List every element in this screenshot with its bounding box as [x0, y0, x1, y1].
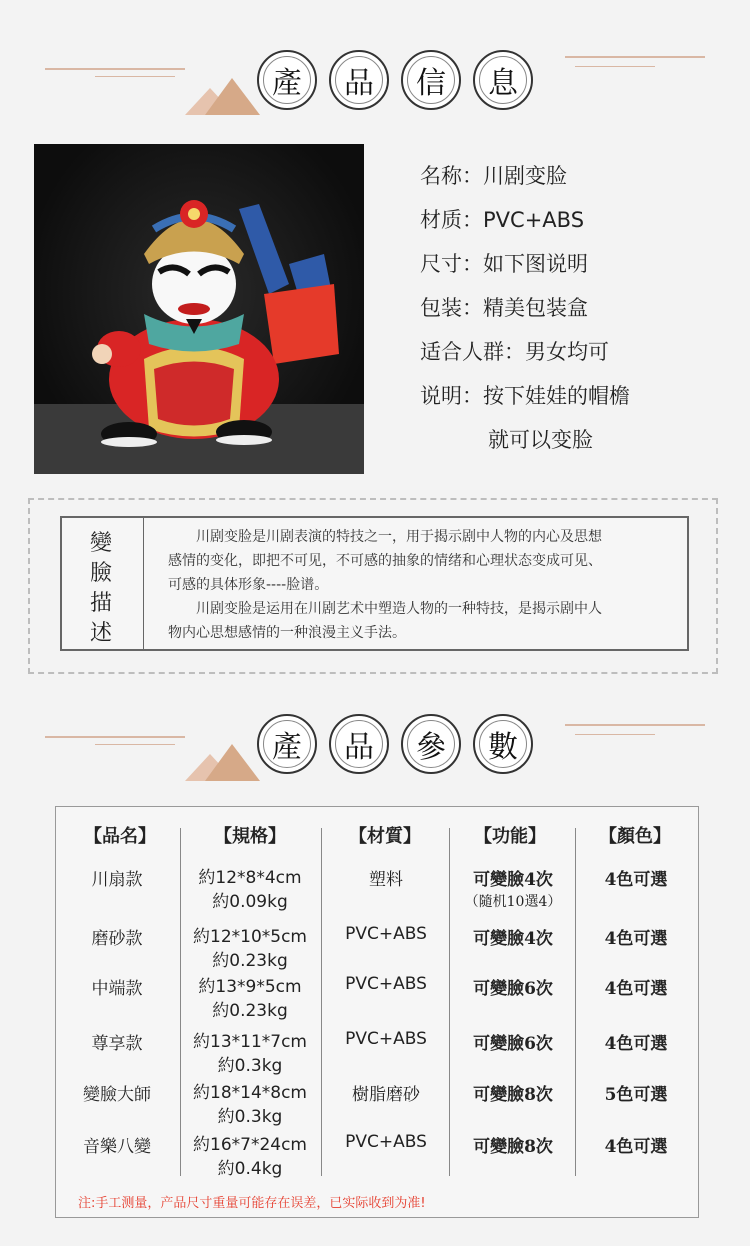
row-function: 可變臉8次	[473, 1137, 553, 1157]
section-header-product-params	[0, 696, 750, 816]
row-function: 可變臉4次	[473, 870, 553, 890]
row-name: 川扇款	[91, 870, 143, 890]
header-function: 【功能】	[474, 826, 546, 847]
row-name: 磨砂款	[91, 929, 143, 949]
deco-line	[45, 68, 185, 70]
info-size: 尺寸：如下图说明	[420, 252, 588, 276]
product-photo	[34, 144, 364, 474]
row-material: PVC+ABS	[345, 1029, 427, 1049]
title-char: 述	[90, 621, 113, 646]
row-function: 可變臉4次	[473, 929, 553, 949]
deco-line	[565, 724, 705, 726]
row-function: 可變臉6次	[473, 979, 553, 999]
info-instruction: 说明：按下娃娃的帽檐	[420, 384, 630, 408]
row-function: 可變臉6次	[473, 1034, 553, 1054]
title-char: 描	[90, 591, 113, 616]
opera-doll-image	[34, 144, 364, 474]
row-color: 4色可選	[604, 929, 668, 949]
row-name: 音樂八變	[83, 1137, 151, 1157]
row-spec-weight: 約0.3kg	[217, 1107, 283, 1127]
row-spec-size: 約13*9*5cm	[198, 977, 302, 997]
description-line: 川剧变脸是运用在川剧艺术中塑造人物的一种特技，是揭示剧中人	[196, 601, 602, 617]
row-spec-weight: 約0.23kg	[212, 951, 288, 971]
measurement-note: 注:手工测量，产品尺寸重量可能存在误差，已实际收到为准!	[78, 1196, 426, 1211]
header-char: 信	[401, 50, 461, 110]
deco-line	[565, 56, 705, 58]
header-char: 品	[329, 714, 389, 774]
header-char: 產	[257, 50, 317, 110]
row-name: 變臉大師	[83, 1085, 151, 1105]
deco-line	[95, 744, 175, 745]
row-color: 4色可選	[604, 1034, 668, 1054]
row-spec-size: 約16*7*24cm	[193, 1135, 307, 1155]
row-spec-size: 約18*14*8cm	[193, 1083, 307, 1103]
column-divider	[180, 828, 181, 1176]
description-line: 可感的具体形象----脸谱。	[168, 577, 329, 593]
row-name: 尊享款	[91, 1034, 143, 1054]
row-spec-weight: 約0.23kg	[212, 1001, 288, 1021]
column-divider	[449, 828, 450, 1176]
row-name: 中端款	[91, 979, 143, 999]
deco-line	[575, 734, 655, 735]
row-color: 4色可選	[604, 870, 668, 890]
description-title	[62, 518, 144, 649]
row-material: PVC+ABS	[345, 924, 427, 944]
column-divider	[575, 828, 576, 1176]
column-divider	[321, 828, 322, 1176]
info-audience: 适合人群：男女均可	[420, 340, 609, 364]
row-function: 可變臉8次	[473, 1085, 553, 1105]
header-color: 【顏色】	[599, 826, 671, 847]
info-package: 包装：精美包装盒	[420, 296, 588, 320]
row-color: 4色可選	[604, 1137, 668, 1157]
row-material: 塑料	[369, 870, 403, 890]
description-line: 川剧变脸是川剧表演的特技之一，用于揭示剧中人物的内心及思想	[196, 529, 602, 545]
info-material: 材质：PVC+ABS	[420, 208, 585, 232]
header-spec: 【規格】	[214, 826, 286, 847]
row-spec-size: 約12*10*5cm	[193, 927, 307, 947]
header-char: 數	[473, 714, 533, 774]
mountain-decoration	[180, 736, 260, 781]
header-name: 【品名】	[84, 826, 156, 847]
row-material: PVC+ABS	[345, 974, 427, 994]
info-instruction-cont: 就可以变脸	[488, 428, 593, 452]
row-material: PVC+ABS	[345, 1132, 427, 1152]
header-material: 【材質】	[349, 826, 421, 847]
row-color: 4色可選	[604, 979, 668, 999]
deco-line	[45, 736, 185, 738]
row-spec-size: 約12*8*4cm	[198, 868, 302, 888]
description-line: 物内心思想感情的一种浪漫主义手法。	[168, 625, 406, 641]
row-color: 5色可選	[604, 1085, 668, 1105]
title-char: 臉	[90, 561, 113, 586]
header-char: 參	[401, 714, 461, 774]
section-header-product-info	[0, 20, 750, 140]
header-char: 息	[473, 50, 533, 110]
deco-line	[95, 76, 175, 77]
row-spec-weight: 約0.3kg	[217, 1056, 283, 1076]
row-material: 樹脂磨砂	[352, 1085, 420, 1105]
description-line: 感情的变化，即把不可见，不可感的抽象的情绪和心理状态变成可见、	[168, 553, 602, 569]
row-function-note: （隨机10選4）	[464, 894, 562, 910]
header-char: 產	[257, 714, 317, 774]
header-char: 品	[329, 50, 389, 110]
deco-line	[575, 66, 655, 67]
mountain-decoration	[180, 70, 260, 115]
title-char: 變	[90, 531, 113, 556]
row-spec-weight: 約0.4kg	[217, 1159, 283, 1179]
row-spec-size: 約13*11*7cm	[193, 1032, 307, 1052]
info-name: 名称：川剧变脸	[420, 164, 567, 188]
row-spec-weight: 約0.09kg	[212, 892, 288, 912]
